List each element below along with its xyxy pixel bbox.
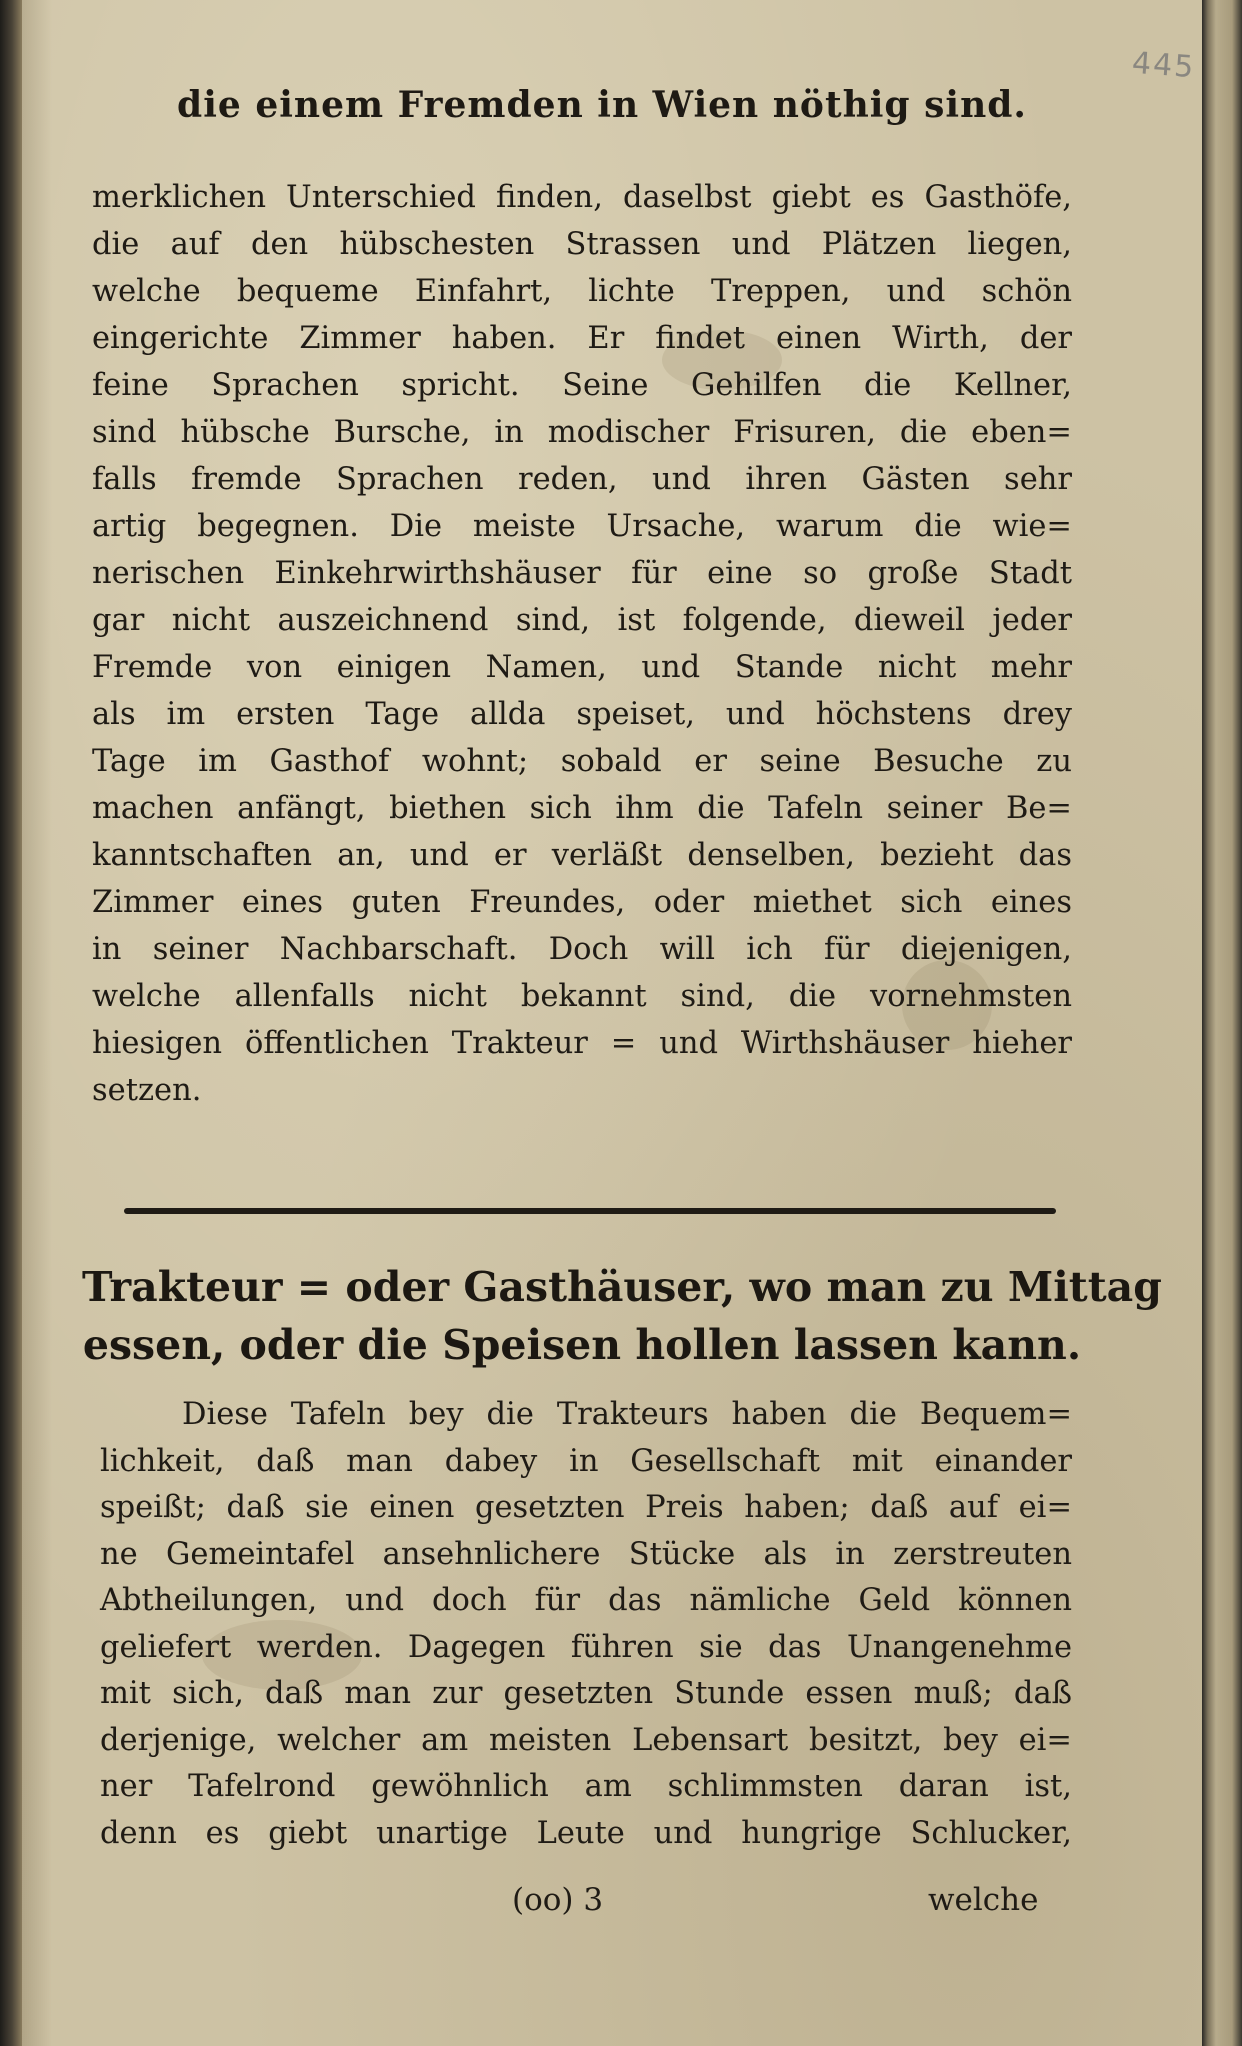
text-line: merklichen Unterschied finden, daselbst giebt es Gasthöfe,: [92, 180, 1072, 215]
text-line: setzen.: [92, 1073, 202, 1108]
text-line: ne Gemeintafel ansehnlichere Stücke als in zerstreuten: [100, 1536, 1072, 1572]
text-line: feine Sprachen spricht. Seine Gehilfen die Kellner,: [92, 368, 1072, 403]
handwritten-folio-number: 445: [1130, 45, 1197, 86]
section-heading-line: Trakteur = oder Gasthäuser, wo man zu Mittag: [82, 1263, 1162, 1311]
text-line: geliefert werden. Dagegen führen sie das Unangenehme: [100, 1629, 1072, 1665]
section-heading: [82, 1258, 1162, 1374]
text-line: als im ersten Tage allda speiset, und höchstens drey: [92, 697, 1072, 732]
book-gutter: [0, 0, 22, 2046]
text-line: Diese Tafeln bey die Trakteurs haben die Bequem=: [182, 1397, 1072, 1432]
text-line: in seiner Nachbarschaft. Doch will ich für diejenigen,: [92, 932, 1072, 967]
catchword: welche: [928, 1882, 1039, 1918]
text-line: hiesigen öffentlichen Trakteur = und Wirthshäuser hieher: [92, 1026, 1072, 1061]
paragraph-2: [100, 1392, 1072, 1857]
text-line: ner Tafelrond gewöhnlich am schlimmsten daran ist,: [100, 1769, 1072, 1804]
text-line: machen anfängt, biethen sich ihm die Tafeln seiner Be=: [92, 791, 1072, 826]
text-line: eingerichte Zimmer haben. Er findet einen Wirth, der: [92, 321, 1072, 356]
text-line: Tage im Gasthof wohnt; sobald er seine Besuche zu: [92, 744, 1072, 779]
text-line: mit sich, daß man zur gesetzten Stunde essen muß; daß: [100, 1676, 1072, 1711]
text-line: kanntschaften an, und er verläßt denselben, bezieht das: [92, 838, 1072, 873]
signature-mark: (oo) 3: [512, 1882, 604, 1918]
section-divider-rule: [124, 1208, 1056, 1214]
text-line: welche bequeme Einfahrt, lichte Treppen, und schön: [92, 274, 1072, 309]
text-line: Fremde von einigen Namen, und Stande nicht mehr: [92, 650, 1072, 685]
text-line: sind hübsche Bursche, in modischer Frisuren, die eben=: [92, 415, 1072, 450]
text-line: falls fremde Sprachen reden, und ihren Gästen sehr: [92, 462, 1072, 497]
text-line: denn es giebt unartige Leute und hungrige Schlucker,: [100, 1815, 1072, 1851]
text-line: Abtheilungen, und doch für das nämliche Geld können: [100, 1583, 1072, 1618]
book-page: [22, 0, 1202, 2046]
text-line: Zimmer eines guten Freundes, oder miethet sich eines: [92, 885, 1072, 920]
text-line: artig begegnen. Die meiste Ursache, warum die wie=: [92, 509, 1072, 544]
page-footer: [22, 1882, 1182, 1932]
text-line: die auf den hübschesten Strassen und Plätzen liegen,: [92, 227, 1072, 262]
text-line: lichkeit, daß man dabey in Gesellschaft mit einander: [100, 1443, 1072, 1479]
running-head: die einem Fremden in Wien nöthig sind.: [177, 84, 1027, 126]
paragraph-1: [92, 174, 1072, 1114]
section-heading-line: essen, oder die Speisen hollen lassen kann.: [82, 1321, 1082, 1369]
text-line: nerischen Einkehrwirthshäuser für eine so große Stadt: [92, 556, 1072, 591]
text-line: speißt; daß sie einen gesetzten Preis haben; daß auf ei=: [100, 1490, 1072, 1525]
page-edge: [1202, 0, 1242, 2046]
text-line: welche allenfalls nicht bekannt sind, die vornehmsten: [92, 979, 1072, 1014]
text-line: derjenige, welcher am meisten Lebensart besitzt, bey ei=: [100, 1722, 1072, 1758]
text-line: gar nicht auszeichnend sind, ist folgende, dieweil jeder: [92, 603, 1072, 638]
